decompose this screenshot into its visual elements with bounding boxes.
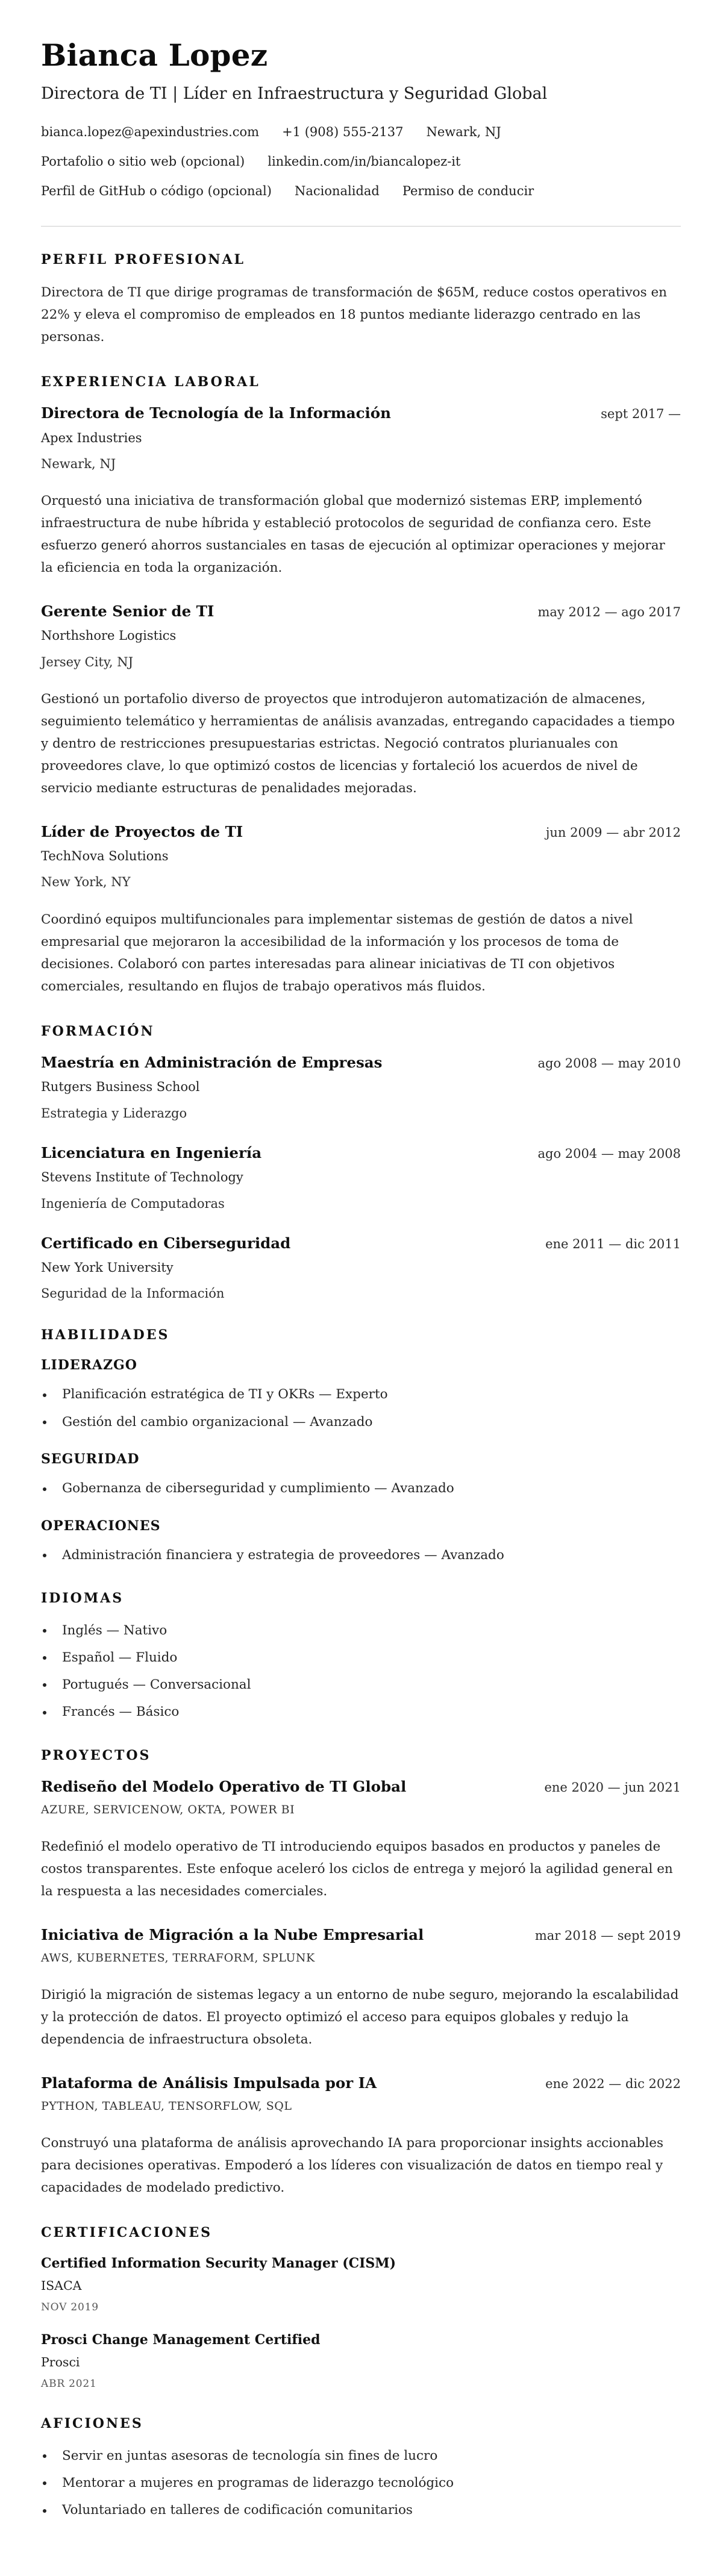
job-location: Newark, NJ [41,456,116,471]
skill-list-security [41,1479,681,1498]
contact-email: bianca.lopez@apexindustries.com [41,124,260,139]
education-entry [41,1144,681,1211]
contact-phone: +1 (908) 555-2137 [282,124,404,139]
job-company: Apex Industries [41,430,142,445]
skill-item: Gobernanza de ciberseguridad y cumplimiento — Avanzado [41,1479,681,1498]
job-description: Coordinó equipos multifuncionales para implementar sistemas de gestión de datos a nivel empresarial que mejoraron la accesibilidad de la información y los procesos de toma de decisiones. Colaboró con partes interesadas para alinear iniciativas de TI con objetivos comerciales, resultando en flujos de trabajo operativos más fluidos. [41,911,633,994]
contact-row-extra [41,183,681,199]
contact-block [41,124,681,199]
job-header [41,823,681,840]
job-dates: jun 2009 — abr 2012 [545,825,681,840]
certifications-heading: CERTIFICACIONES [41,2225,213,2241]
education-entry [41,1234,681,1302]
project-entry [41,1926,681,2051]
section-skills [41,1327,681,1566]
skill-group-security: SEGURIDAD [41,1451,140,1467]
skill-group-operations: OPERACIONES [41,1518,161,1534]
contact-portfolio: Portafolio o sitio web (opcional) [41,154,245,169]
field-of-study: Estrategia y Liderazgo [41,1105,187,1121]
job-title: Directora de Tecnología de la Información [41,404,391,422]
language-item: Francés — Básico [41,1702,681,1722]
contact-row-web [41,154,681,169]
headline: Directora de TI | Líder en Infraestructura y Seguridad Global [41,84,548,103]
profile-heading: PERFIL PROFESIONAL [41,251,246,267]
job-company: TechNova Solutions [41,849,169,864]
project-description: Construyó una plataforma de análisis aprovechando IA para proporcionar insights accionables para decisiones operativas. Empoderó a los líderes con visualización de datos en tiempo real y capacidades de modelado predictivo. [41,2136,664,2196]
skill-item: Administración financiera y estrategia de proveedores — Avanzado [41,1546,681,1565]
section-education [41,1024,681,1302]
degree-title: Maestría en Administración de Empresas [41,1053,383,1071]
project-title: Iniciativa de Migración a la Nube Empresarial [41,1926,424,1944]
skill-list-operations [41,1546,681,1565]
school-name: Stevens Institute of Technology [41,1170,243,1185]
certification-issuer: ISACA [41,2278,82,2293]
degree-title: Certificado en Ciberseguridad [41,1234,291,1252]
certification-name: Certified Information Security Manager (CISM) [41,2255,396,2271]
certification-entry [41,2332,681,2390]
contact-driving-license: Permiso de conducir [402,184,534,199]
section-experience [41,374,681,998]
education-header [41,1234,681,1252]
project-title: Rediseño del Modelo Operativo de TI Global [41,1778,407,1795]
education-header [41,1144,681,1161]
project-header [41,2074,681,2092]
project-entry [41,2074,681,2199]
job-entry [41,404,681,580]
project-dates: ene 2022 — dic 2022 [545,2077,681,2092]
section-projects [41,1748,681,2200]
resume-header [41,37,681,227]
hobbies-heading: AFICIONES [41,2416,143,2432]
field-of-study: Seguridad de la Información [41,1286,225,1301]
hobby-list [41,2446,681,2521]
project-description: Dirigió la migración de sistemas legacy a un entorno de nube seguro, mejorando la escalabilidad y la protección de datos. El proyecto optimizó el acceso para equipos globales y redujo la dependencia de infraestructura obsoleta. [41,1987,679,2048]
education-heading: FORMACIÓN [41,1023,155,1039]
header-divider [41,226,681,227]
field-of-study: Ingeniería de Computadoras [41,1196,225,1211]
hobby-item: Mentorar a mujeres en programas de liderazgo tecnológico [41,2474,681,2493]
certification-name: Prosci Change Management Certified [41,2331,321,2348]
job-company: Northshore Logistics [41,628,177,643]
section-hobbies [41,2416,681,2520]
job-title: Líder de Proyectos de TI [41,822,243,840]
education-dates: ago 2008 — may 2010 [537,1055,681,1071]
job-location: New York, NY [41,875,131,890]
school-name: New York University [41,1260,174,1275]
job-dates: sept 2017 — [601,407,681,422]
section-languages [41,1590,681,1722]
skill-item: Planificación estratégica de TI y OKRs — Experto [41,1385,681,1404]
education-entry [41,1054,681,1121]
certification-date: ABR 2021 [41,2378,97,2390]
project-header [41,1778,681,1795]
section-certifications [41,2225,681,2390]
contact-github: Perfil de GitHub o código (opcional) [41,184,272,199]
language-list [41,1621,681,1722]
project-entry [41,1778,681,1903]
project-dates: mar 2018 — sept 2019 [534,1928,681,1943]
job-header [41,404,681,422]
project-header [41,1926,681,1943]
contact-location: Newark, NJ [426,124,501,139]
certification-date: NOV 2019 [41,2301,99,2313]
section-profile [41,252,681,349]
project-dates: ene 2020 — jun 2021 [544,1780,681,1795]
languages-heading: IDIOMAS [41,1590,124,1607]
job-entry [41,602,681,800]
hobby-item: Voluntariado en talleres de codificación comunitarios [41,2501,681,2520]
project-description: Redefinió el modelo operativo de TI introduciendo equipos basados en productos y paneles de costos transparentes. Este enfoque aceleró los ciclos de entrega y mejoró la agilidad general en la respuesta a las necesidades comerciales. [41,1839,673,1899]
language-item: Inglés — Nativo [41,1621,681,1640]
project-tech-stack: PYTHON, TABLEAU, TENSORFLOW, SQL [41,2099,292,2113]
education-dates: ene 2011 — dic 2011 [545,1236,681,1251]
project-title: Plataforma de Análisis Impulsada por IA [41,2074,377,2092]
contact-nationality: Nacionalidad [294,184,380,199]
job-description: Orquestó una iniciativa de transformación global que modernizó sistemas ERP, implementó infraestructura de nube híbrida y estableció protocolos de seguridad de confianza cero. Este esfuerzo generó ahorros sustanciales en tasas de ejecución al optimizar operaciones y mejorar la eficiencia en toda la organización. [41,493,665,576]
degree-title: Licenciatura en Ingeniería [41,1143,262,1161]
hobby-item: Servir en juntas asesoras de tecnología sin fines de lucro [41,2446,681,2466]
job-entry [41,823,681,998]
projects-heading: PROYECTOS [41,1747,151,1763]
certification-issuer: Prosci [41,2355,80,2370]
job-location: Jersey City, NJ [41,654,134,669]
skill-list-leadership [41,1385,681,1432]
certification-entry [41,2256,681,2314]
education-dates: ago 2004 — may 2008 [537,1146,681,1161]
job-title: Gerente Senior de TI [41,602,214,621]
job-header [41,602,681,620]
language-item: Portugués — Conversacional [41,1675,681,1695]
contact-linkedin: linkedin.com/in/biancalopez-it [268,154,461,169]
profile-summary: Directora de TI que dirige programas de transformación de $65M, reduce costos operativos en 22% y eleva el compromiso de empleados en 18 puntos mediante liderazgo centrado en las personas. [41,285,668,345]
contact-row-primary [41,124,681,140]
skill-item: Gestión del cambio organizacional — Avanzado [41,1413,681,1432]
project-tech-stack: AWS, KUBERNETES, TERRAFORM, SPLUNK [41,1951,315,1965]
education-header [41,1054,681,1071]
experience-heading: EXPERIENCIA LABORAL [41,374,260,390]
language-item: Español — Fluido [41,1648,681,1668]
skill-group-leadership: LIDERAZGO [41,1357,137,1374]
job-dates: may 2012 — ago 2017 [537,605,681,620]
school-name: Rutgers Business School [41,1080,200,1095]
person-name: Bianca Lopez [41,37,268,73]
skills-heading: HABILIDADES [41,1327,170,1343]
project-tech-stack: AZURE, SERVICENOW, OKTA, POWER BI [41,1803,295,1817]
job-description: Gestionó un portafolio diverso de proyectos que introdujeron automatización de almacenes, seguimiento telemático y herramientas de análisis avanzadas, entregando capacidades a tiempo y dentro de restricciones presupuestarias estrictas. Negoció contratos plurianuales con proveedores clave, lo que optimizó costos de licencias y fortaleció los acuerdos de nivel de servicio mediante estructuras de penalidades mejoradas. [41,691,675,796]
